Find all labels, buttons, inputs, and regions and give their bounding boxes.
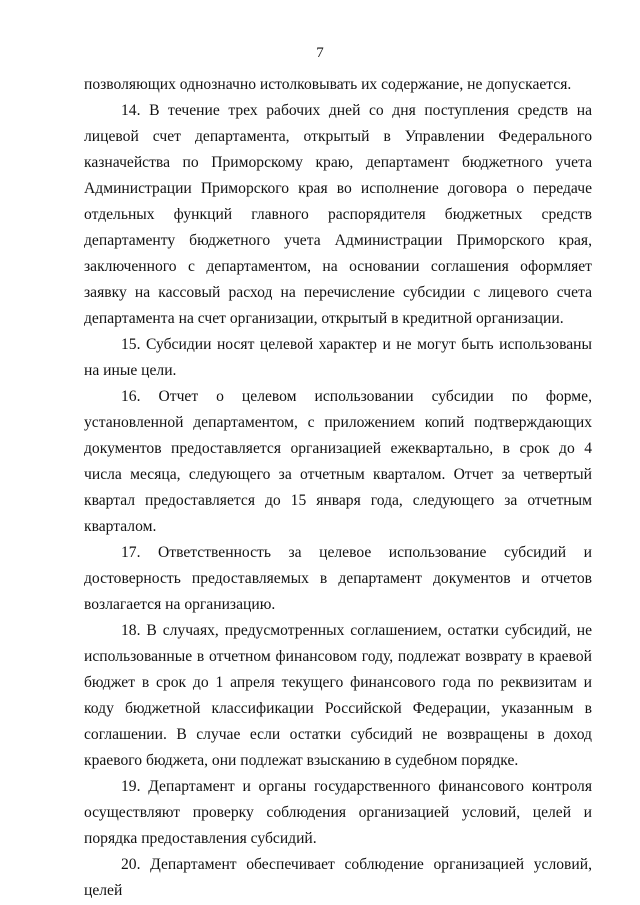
page-number: 7 [316,45,324,61]
paragraph-17: 17. Ответственность за целевое использование субсидий и достоверность предоставляемых в департамент документов и отчетов возлагается на организацию. [84,544,592,613]
paragraph-18: 18. В случаях, предусмотренных соглашением, остатки субсидий, не использованные в отчетном финансовом году, подлежат возврату в краевой бюджет в срок до 1 апреля текущего финансового года по реквизитам и коду бюджетной классификации Российской Федерации, указанным в соглашении. В случае если остатки субсидий не возвращены в доход краевого бюджета, они подлежат взысканию в судебном порядке. [84,622,592,769]
paragraph-continuation: позволяющих однозначно истолковывать их содержание, не допускается. [84,76,572,93]
paragraph-19: 19. Департамент и органы государственного финансового контроля осуществляют проверку соблюдения организацией условий, целей и порядка предоставления субсидий. [84,778,592,847]
paragraph-14: 14. В течение трех рабочих дней со дня поступления средств на лицевой счет департамента, открытый в Управлении Федерального казначейства по Приморскому краю, департамент бюджетного учета Администрации Приморского края во исполнение договора о передаче отдельных функций главного распорядителя бюджетных средств департаменту бюджетного учета Администрации Приморского края, заключенного с департаментом, на основании соглашения оформляет заявку на кассовый расход на перечисление субсидии с лицевого счета департамента на счет организации, открытый в кредитной организации. [84,102,592,327]
document-body [84,72,592,904]
paragraph-15: 15. Субсидии носят целевой характер и не могут быть использованы на иные цели. [84,336,592,379]
paragraph-16: 16. Отчет о целевом использовании субсидии по форме, установленной департаментом, с приложением копий подтверждающих документов предоставляется организацией ежеквартально, в срок до 4 числа месяца, следующего за отчетным кварталом. Отчет за четвертый квартал предоставляется до 15 января года, следующего за отчетным кварталом. [84,388,592,535]
paragraph-20: 20. Департамент обеспечивает соблюдение организацией условий, целей [84,856,592,899]
